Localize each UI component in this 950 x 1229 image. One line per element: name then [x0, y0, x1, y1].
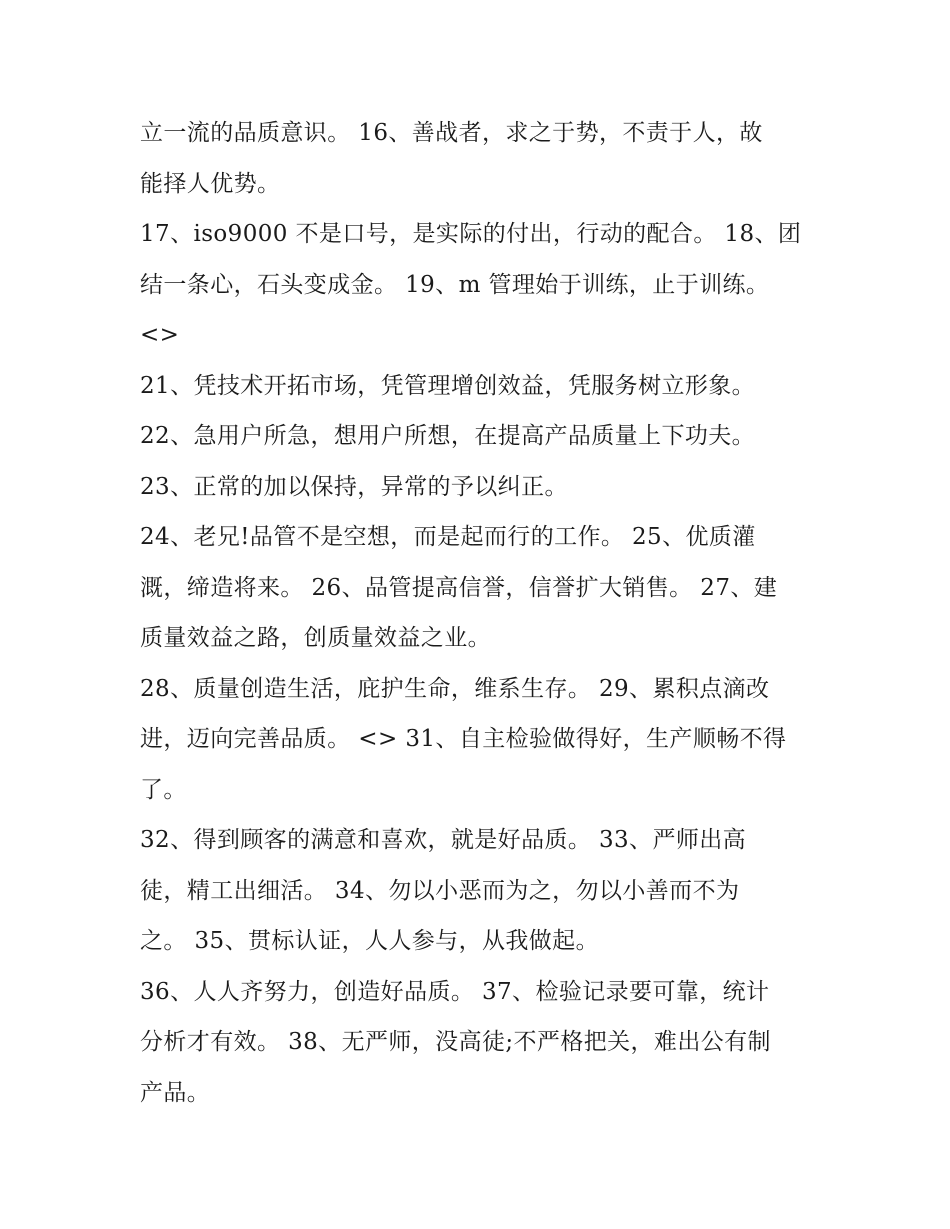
text-line: 24、老兄!品管不是空想，而是起而行的工作。 25、优质灌: [140, 524, 756, 550]
text-line: 质量效益之路，创质量效益之业。: [140, 625, 491, 651]
text-line: 23、正常的加以保持，异常的予以纠正。: [140, 473, 568, 500]
text-line: 能择人优势。: [140, 170, 281, 197]
text-line: 17、iso9000 不是口号，是实际的付出，行动的配合。 18、团: [140, 221, 802, 247]
text-line: 了。: [140, 776, 187, 803]
text-line: 28、质量创造生活，庇护生命，维系生存。 29、累积点滴改: [140, 675, 770, 702]
text-line: 之。 35、贯标认证，人人参与，从我做起。: [140, 928, 599, 954]
text-line: 22、急用户所急，想用户所想，在提高产品质量上下功夫。: [140, 423, 756, 449]
text-line: 溉，缔造将来。 26、品管提高信誉，信誉扩大销售。 27、建: [140, 574, 778, 601]
text-line: 分析才有效。 38、无严师，没高徒;不严格把关，难出公有制: [140, 1029, 771, 1055]
document-body: [140, 108, 820, 1118]
text-line: 立一流的品质意识。 16、善战者，求之于势，不责于人，故: [140, 120, 763, 146]
text-line: 进，迈向完善品质。 <> 31、自主检验做得好，生产顺畅不得: [140, 726, 787, 752]
text-line: 32、得到顾客的满意和喜欢，就是好品质。 33、严师出高: [140, 827, 747, 853]
text-line: 结一条心，石头变成金。 19、m 管理始于训练，止于训练。: [140, 271, 770, 298]
text-line: 21、凭技术开拓市场，凭管理增创效益，凭服务树立形象。: [140, 372, 756, 399]
text-line: 36、人人齐努力，创造好品质。 37、检验记录要可靠，统计: [140, 978, 770, 1005]
text-line: 徒，精工出细活。 34、勿以小恶而为之，勿以小善而不为: [140, 877, 740, 904]
text-line: 产品。: [140, 1079, 211, 1106]
text-line: <>: [140, 322, 180, 348]
